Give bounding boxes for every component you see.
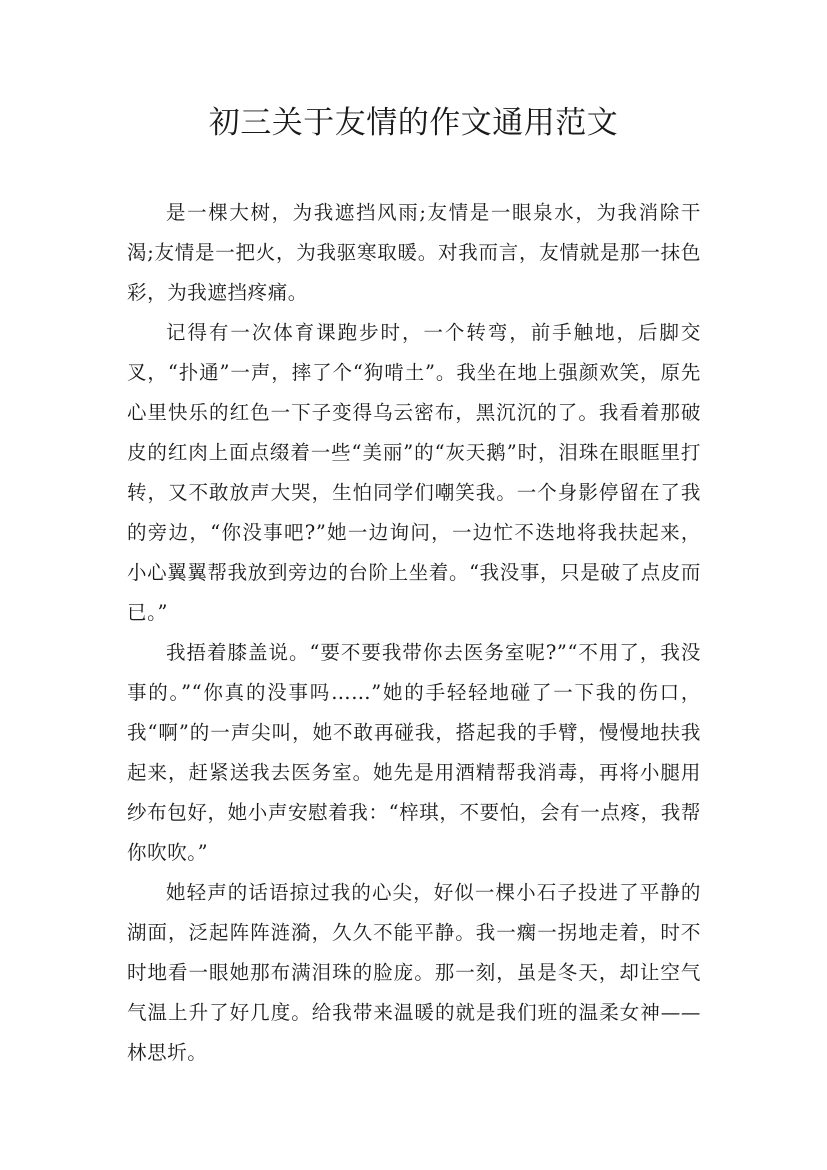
document-body: [127, 193, 701, 1073]
paragraph-4: 她轻声的话语掠过我的心尖，好似一棵小石子投进了平静的湖面，泛起阵阵涟漪，久久不能平静。我一瘸一拐地走着，时不时地看一眼她那布满泪珠的脸庞。那一刻，虽是冬天，却让空气气温上升了好几度。给我带来温暖的就是我们班的温柔女神——林思圻。: [127, 881, 701, 1064]
paragraph-3: 我捂着膝盖说。“要不要我带你去医务室呢?”“不用了，我没事的。”“你真的没事吗……”她的手轻轻地碰了一下我的伤口，我“啊”的一声尖叫，她不敢再碰我，搭起我的手臂，慢慢地扶我起来，赶紧送我去医务室。她先是用酒精帮我消毒，再将小腿用纱布包好，她小声安慰着我：“梓琪，不要怕，会有一点疼，我帮你吹吹。”: [127, 641, 701, 864]
document-title: 初三关于友情的作文通用范文: [208, 105, 619, 141]
paragraph-1: 是一棵大树，为我遮挡风雨;友情是一眼泉水，为我消除干渴;友情是一把火，为我驱寒取暖。对我而言，友情就是那一抹色彩，为我遮挡疼痛。: [127, 201, 701, 304]
paragraph-2: 记得有一次体育课跑步时，一个转弯，前手触地，后脚交叉，“扑通”一声，摔了个“狗啃土”。我坐在地上强颜欢笑，原先心里快乐的红色一下子变得乌云密布，黑沉沉的了。我看着那破皮的红肉上面点缀着一些“美丽”的“灰天鹅”时，泪珠在眼眶里打转，又不敢放声大哭，生怕同学们嘲笑我。一个身影停留在了我的旁边，“你没事吧?”她一边询问，一边忙不迭地将我扶起来，小心翼翼帮我放到旁边的台阶上坐着。“我没事，只是破了点皮而已。”: [127, 321, 701, 624]
